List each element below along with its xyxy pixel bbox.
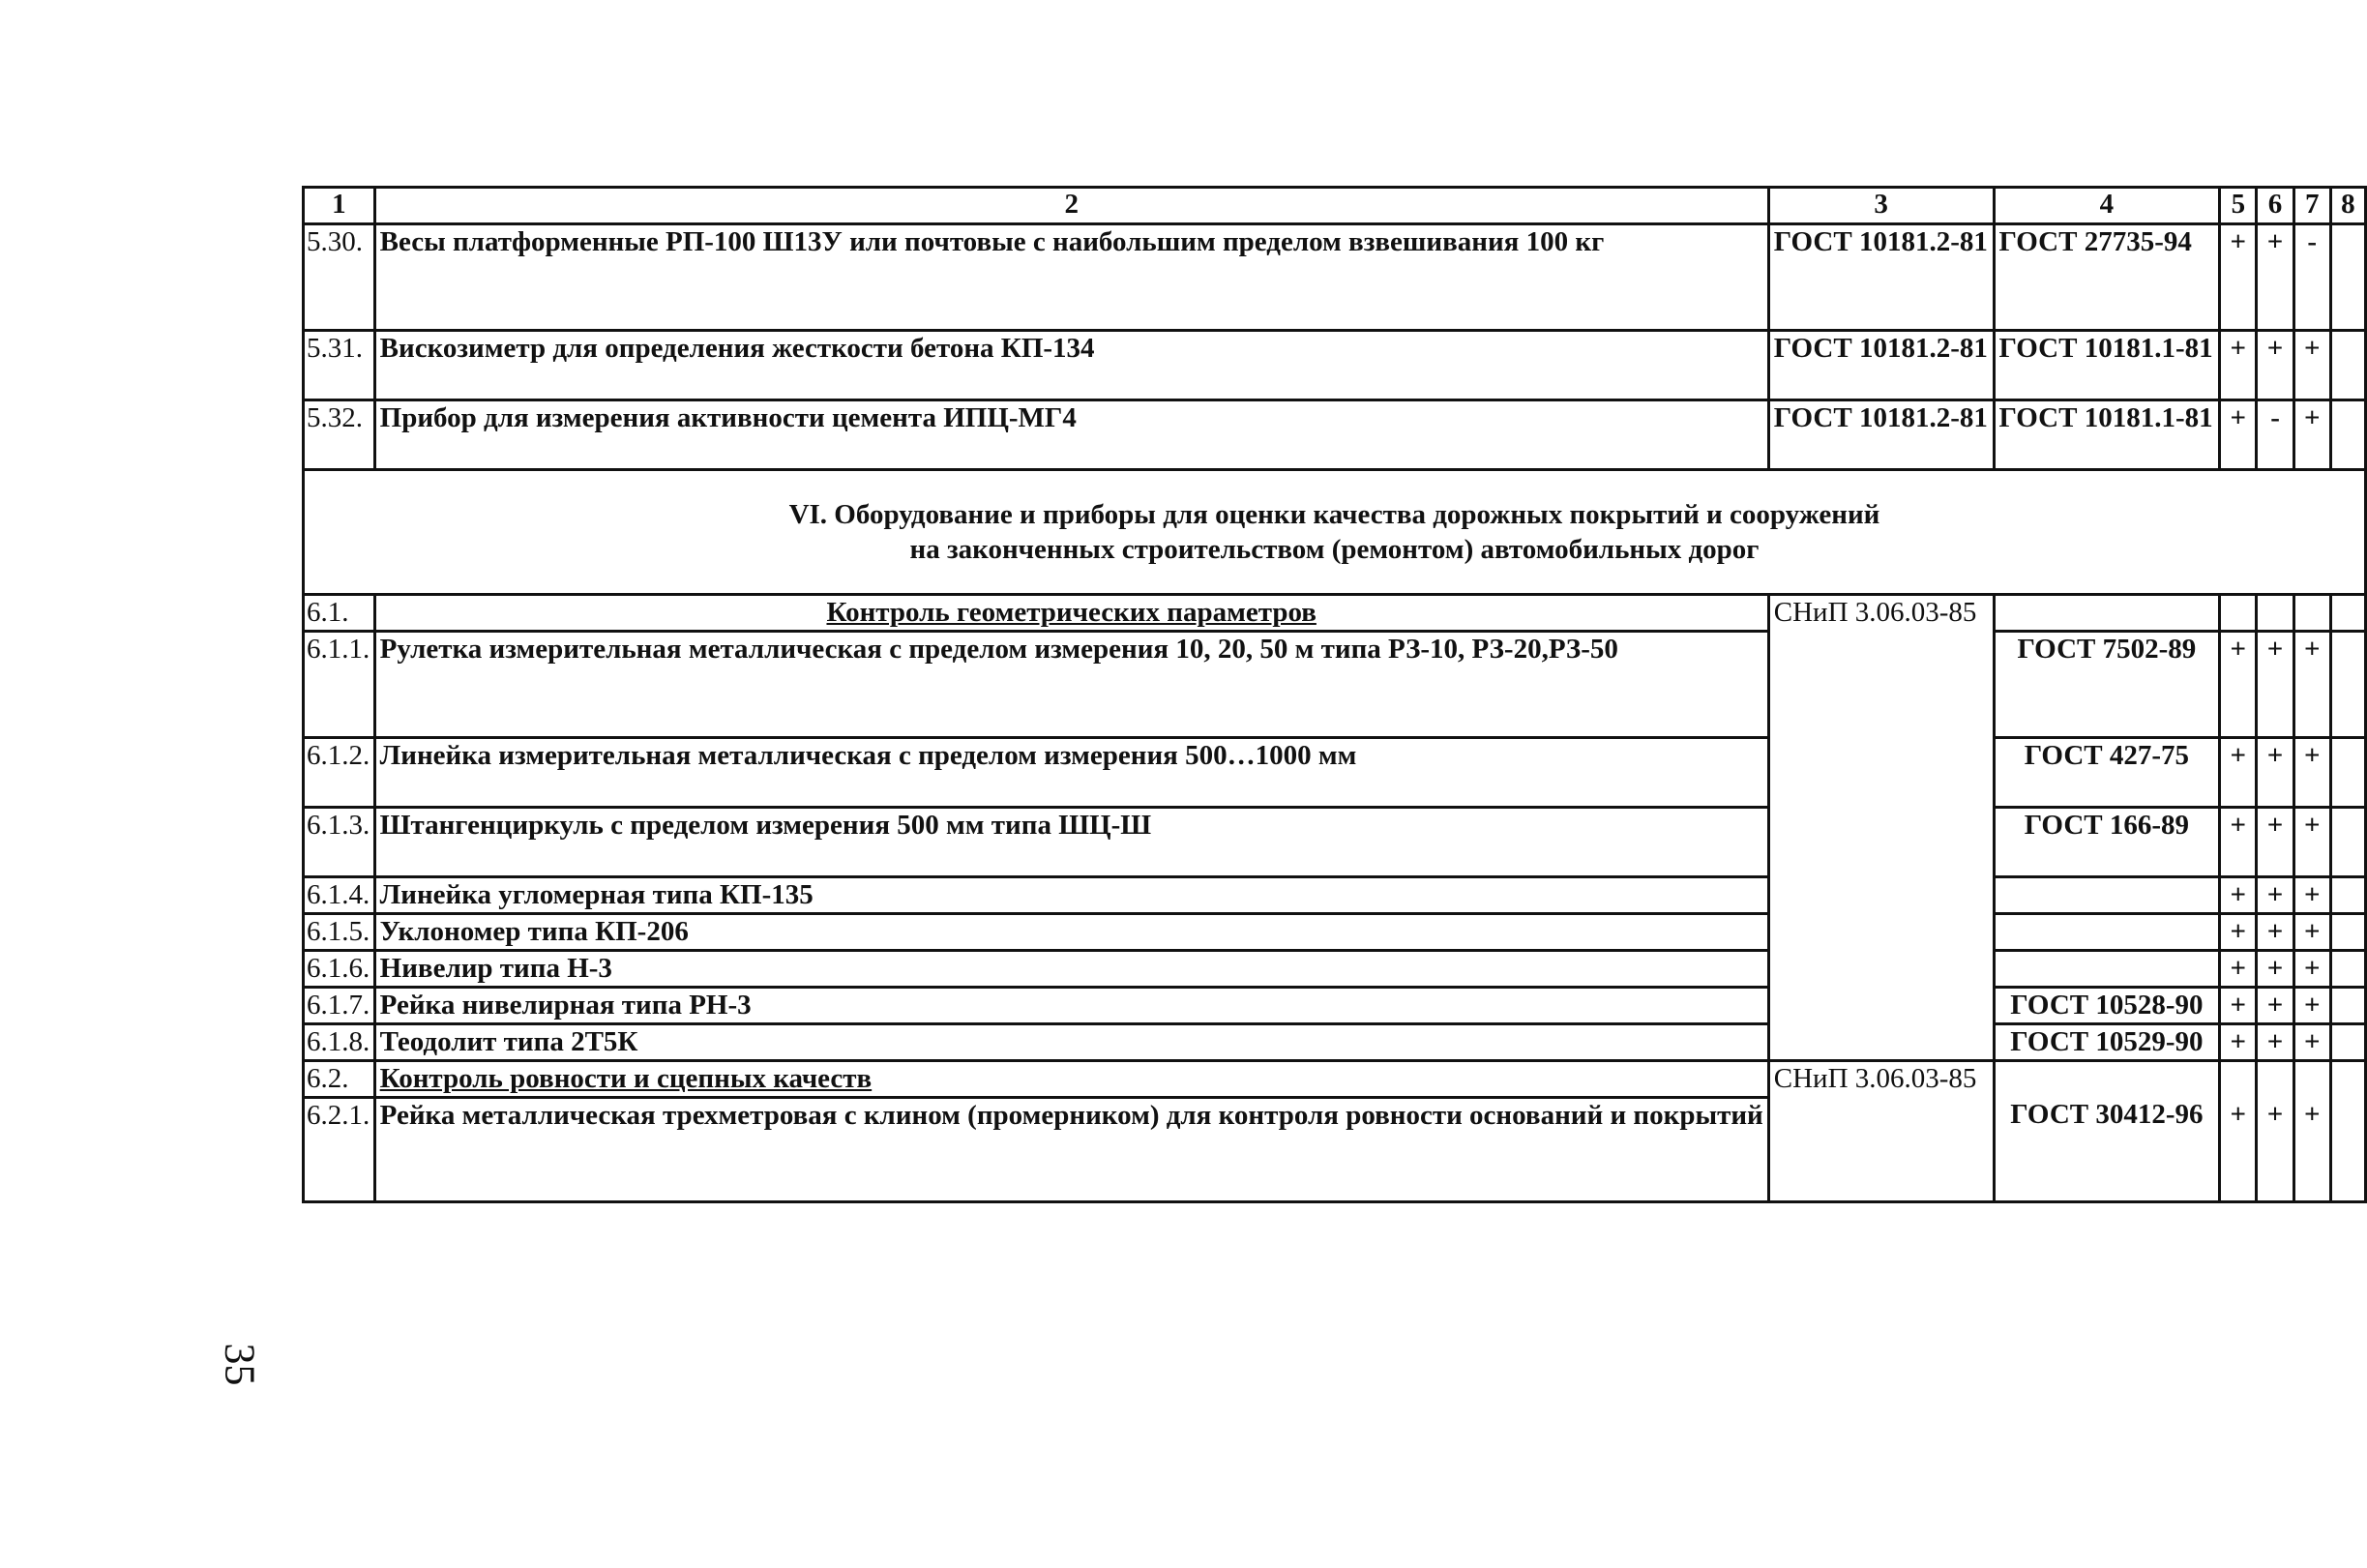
row-mark-5: + (2220, 1098, 2257, 1202)
group-mark-7 (2293, 595, 2330, 632)
table-row (304, 738, 2366, 808)
row-standard-3: ГОСТ 10181.2-81 (1768, 331, 1994, 400)
table-row (304, 331, 2366, 400)
row-mark-8 (2330, 331, 2365, 400)
row-name: Вискозиметр для определения жесткости бетона КП-134 (374, 331, 1768, 400)
row-mark-5: + (2220, 808, 2257, 877)
row-mark-8 (2330, 1024, 2365, 1061)
row-mark-8 (2330, 877, 2365, 914)
row-number: 6.1.1. (304, 632, 375, 738)
group-row (304, 1061, 2366, 1098)
row-mark-7: + (2293, 331, 2330, 400)
row-name: Рейка металлическая трехметровая с клином (промерником) для контроля ровности оснований и покрытий (374, 1098, 1768, 1202)
column-header: 6 (2257, 188, 2293, 224)
table-header-row (304, 188, 2366, 224)
row-mark-5: + (2220, 738, 2257, 808)
row-name: Рулетка измерительная металлическая с пределом измерения 10, 20, 50 м типа РЗ-10, РЗ-20,РЗ-50 (374, 632, 1768, 738)
column-header: 1 (304, 188, 375, 224)
row-standard-4: ГОСТ 7502-89 (1994, 632, 2220, 738)
row-name: Линейка измерительная металлическая с пределом измерения 500…1000 мм (374, 738, 1768, 808)
group-mark-7 (2293, 1061, 2330, 1098)
page-number: 35 (216, 1343, 264, 1386)
column-header: 2 (374, 188, 1768, 224)
equipment-table (302, 186, 2367, 1203)
row-mark-7: + (2293, 877, 2330, 914)
column-header: 5 (2220, 188, 2257, 224)
row-mark-8 (2330, 400, 2365, 470)
row-number: 6.1.5. (304, 914, 375, 951)
row-mark-5: + (2220, 988, 2257, 1024)
group-mark-8 (2330, 595, 2365, 632)
row-standard-4 (1994, 951, 2220, 988)
row-mark-7: + (2293, 400, 2330, 470)
row-mark-5: + (2220, 331, 2257, 400)
row-mark-7: + (2293, 632, 2330, 738)
group-mark-8 (2330, 1061, 2365, 1098)
table-row (304, 1024, 2366, 1061)
row-standard-4: ГОСТ 427-75 (1994, 738, 2220, 808)
row-standard-4: ГОСТ 10529-90 (1994, 1024, 2220, 1061)
row-mark-8 (2330, 1098, 2365, 1202)
row-mark-6: + (2257, 1098, 2293, 1202)
row-name: Теодолит типа 2Т5К (374, 1024, 1768, 1061)
row-name: Рейка нивелирная типа РН-3 (374, 988, 1768, 1024)
row-mark-5: + (2220, 951, 2257, 988)
group-standard-3: СНиП 3.06.03-85 (1768, 1061, 1994, 1202)
row-number: 6.1.6. (304, 951, 375, 988)
row-name: Нивелир типа Н-3 (374, 951, 1768, 988)
row-standard-4: ГОСТ 10181.1-81 (1994, 331, 2220, 400)
group-standard-4 (1994, 1061, 2220, 1098)
row-number: 6.1.2. (304, 738, 375, 808)
row-mark-7: + (2293, 951, 2330, 988)
row-mark-7: + (2293, 1098, 2330, 1202)
group-mark-5 (2220, 1061, 2257, 1098)
row-number: 6.1.7. (304, 988, 375, 1024)
group-row (304, 595, 2366, 632)
row-standard-4: ГОСТ 27735-94 (1994, 224, 2220, 331)
row-standard-4: ГОСТ 10528-90 (1994, 988, 2220, 1024)
table-row (304, 877, 2366, 914)
group-mark-6 (2257, 1061, 2293, 1098)
row-mark-6: + (2257, 808, 2293, 877)
row-mark-6: + (2257, 331, 2293, 400)
row-mark-5: + (2220, 1024, 2257, 1061)
row-mark-7: + (2293, 1024, 2330, 1061)
row-mark-5: + (2220, 400, 2257, 470)
row-mark-5: + (2220, 877, 2257, 914)
group-mark-5 (2220, 595, 2257, 632)
table-row (304, 1098, 2366, 1202)
row-mark-6: + (2257, 988, 2293, 1024)
section-heading-line: на законченных строительством (ремонтом) автомобильных дорог (909, 534, 1760, 565)
row-mark-8 (2330, 632, 2365, 738)
row-number: 6.1.4. (304, 877, 375, 914)
row-mark-8 (2330, 988, 2365, 1024)
row-standard-4 (1994, 914, 2220, 951)
row-standard-3: ГОСТ 10181.2-81 (1768, 400, 1994, 470)
row-number: 6.2. (304, 1061, 375, 1098)
table-row (304, 988, 2366, 1024)
row-mark-6: + (2257, 877, 2293, 914)
row-number: 5.31. (304, 331, 375, 400)
row-standard-4: ГОСТ 10181.1-81 (1994, 400, 2220, 470)
group-title: Контроль ровности и сцепных качеств (374, 1061, 1768, 1098)
row-mark-7: - (2293, 224, 2330, 331)
row-mark-5: + (2220, 914, 2257, 951)
row-mark-7: + (2293, 988, 2330, 1024)
row-mark-6: + (2257, 951, 2293, 988)
row-mark-5: + (2220, 224, 2257, 331)
group-standard-3: СНиП 3.06.03-85 (1768, 595, 1994, 1061)
row-number: 6.1.3. (304, 808, 375, 877)
row-standard-4: ГОСТ 166-89 (1994, 808, 2220, 877)
group-title: Контроль геометрических параметров (374, 595, 1768, 632)
row-number: 6.1. (304, 595, 375, 632)
row-standard-4: ГОСТ 30412-96 (1994, 1098, 2220, 1202)
row-name: Прибор для измерения активности цемента ИПЦ-МГ4 (374, 400, 1768, 470)
row-mark-8 (2330, 738, 2365, 808)
row-mark-8 (2330, 808, 2365, 877)
column-header: 3 (1768, 188, 1994, 224)
group-standard-4 (1994, 595, 2220, 632)
row-mark-6: + (2257, 1024, 2293, 1061)
row-number: 5.32. (304, 400, 375, 470)
row-name: Линейка угломерная типа КП-135 (374, 877, 1768, 914)
row-mark-8 (2330, 914, 2365, 951)
row-mark-7: + (2293, 738, 2330, 808)
row-number: 6.1.8. (304, 1024, 375, 1061)
row-mark-7: + (2293, 914, 2330, 951)
section-heading-row (304, 470, 2366, 595)
column-header: 8 (2330, 188, 2365, 224)
table-row (304, 632, 2366, 738)
row-standard-4 (1994, 877, 2220, 914)
row-number: 5.30. (304, 224, 375, 331)
table-row (304, 951, 2366, 988)
table-row (304, 808, 2366, 877)
section-heading (304, 470, 2366, 595)
group-mark-6 (2257, 595, 2293, 632)
row-name: Уклономер типа КП-206 (374, 914, 1768, 951)
row-standard-3: ГОСТ 10181.2-81 (1768, 224, 1994, 331)
row-name: Весы платформенные РП-100 Ш13У или почтовые с наибольшим пределом взвешивания 100 кг (374, 224, 1768, 331)
column-header: 7 (2293, 188, 2330, 224)
row-mark-6: - (2257, 400, 2293, 470)
column-header: 4 (1994, 188, 2220, 224)
row-mark-6: + (2257, 914, 2293, 951)
row-mark-6: + (2257, 738, 2293, 808)
row-mark-8 (2330, 951, 2365, 988)
row-mark-6: + (2257, 224, 2293, 331)
table-row (304, 400, 2366, 470)
table-row (304, 224, 2366, 331)
row-mark-6: + (2257, 632, 2293, 738)
row-mark-5: + (2220, 632, 2257, 738)
row-mark-8 (2330, 224, 2365, 331)
row-mark-7: + (2293, 808, 2330, 877)
section-heading-line: VI. Оборудование и приборы для оценки качества дорожных покрытий и сооружений (788, 499, 1880, 530)
row-number: 6.2.1. (304, 1098, 375, 1202)
table-row (304, 914, 2366, 951)
row-name: Штангенциркуль с пределом измерения 500 мм типа ШЦ-Ш (374, 808, 1768, 877)
